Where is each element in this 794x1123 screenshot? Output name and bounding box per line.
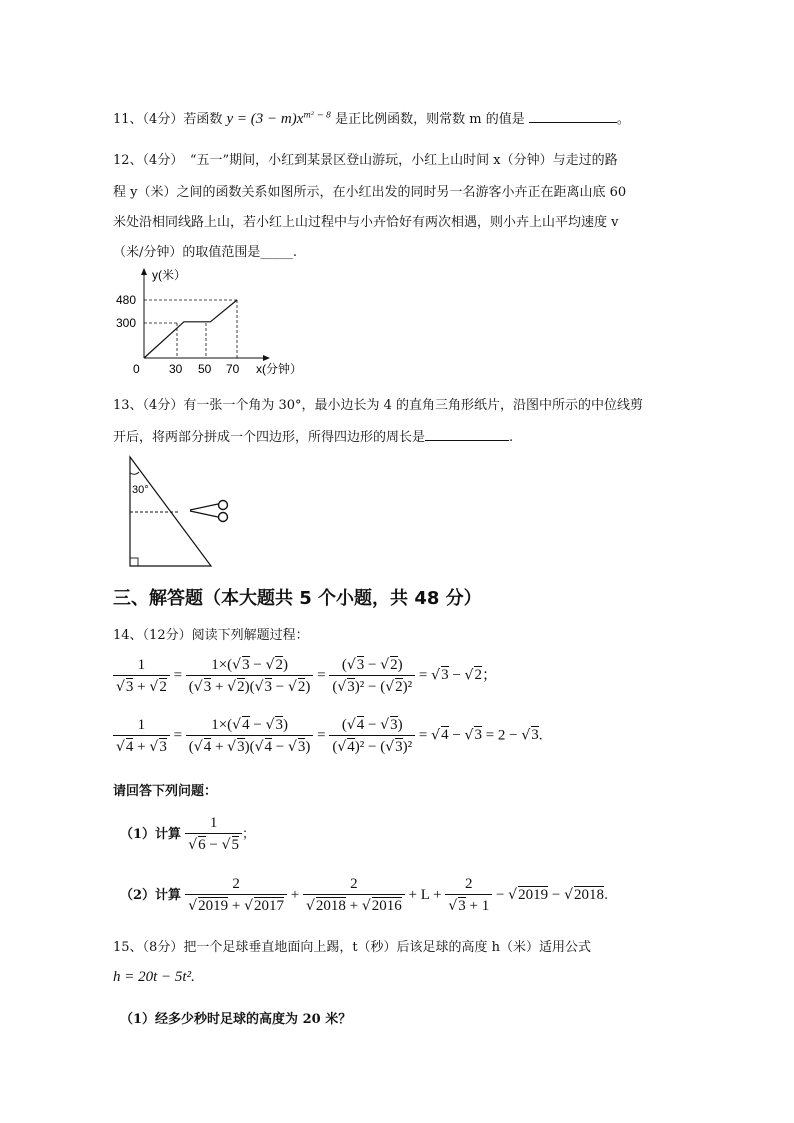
x-axis-label: x(分钟） [256, 362, 302, 376]
y-axis-label: y(米） [152, 268, 186, 282]
q13-answer-blank[interactable] [425, 428, 509, 441]
y-tick-480: 480 [116, 293, 137, 307]
x-tick-50: 50 [198, 362, 212, 376]
q14-example-2: $\frac{1}{√4 + √3}$ = $\frac{1\times(√4 - √3)}{(√4 + √3)(√4 - √3)}$ = $\frac{(√4 - √3)}{\text{(√4)² − (√3)²}}$ = √4 − √3 = 2 − √3. [113, 716, 543, 756]
q13-triangle-figure [120, 455, 245, 570]
distance-time-line [144, 300, 237, 358]
q12-line4: （米/分钟）的取值范围是_____. [113, 245, 298, 260]
q14-part1 [120, 815, 255, 854]
right-angle-mark [130, 558, 138, 566]
x-tick-30: 30 [169, 362, 183, 376]
q14-example-1: $\frac{1}{√3 + √2}$ = $\frac{1\times(√3 - √2)}{(√3 + √2)(√3 - √2)}$ = $\frac{(√3 - √2)}{\text{(√3)² − (√2)²}}$ = √3 − √2； [113, 656, 497, 696]
q12-line2: 程 y（米）之间的函数关系如图所示，在小红出发的同时另一名游客小卉正在距离山底 60 [113, 185, 627, 200]
q14-intro: 14、（12分）阅读下列解题过程： [113, 628, 309, 643]
angle-label: 30° [132, 484, 149, 496]
x-tick-0: 0 [133, 362, 140, 376]
q11-end: 。 [616, 112, 630, 127]
q13-end: . [509, 430, 514, 445]
q13-line2-wrap [113, 426, 513, 445]
q12-line3: 米处沿相同线路上山，若小红上山过程中与小卉恰好有两次相遇，则小卉上山平均速度 v [113, 215, 619, 230]
q14-part1-end: ； [242, 827, 256, 842]
q14-prompt: 请回答下列问题： [113, 784, 218, 799]
q11-exponent: m² − 8 [303, 110, 332, 120]
q14-part2-label: （2）计算 [120, 887, 182, 903]
angle-arc [130, 472, 139, 474]
y-tick-300: 300 [116, 316, 137, 330]
right-triangle [130, 457, 211, 566]
y-axis-arrow [141, 268, 147, 275]
scissors-icon [190, 501, 228, 522]
q11-number: 11、（4分）若函数 [113, 112, 223, 127]
q14-part2-expression: $\frac{2}{√2019 + √2017}$ + $\frac{2}{√2018 + √2016}$ + L + $\frac{2}{√3 + 1}$ − √2019 − √2018 [185, 887, 604, 903]
q14-part2-end: . [603, 887, 609, 903]
q14-part2 [120, 876, 608, 915]
q15-line1: 15、（8分）把一个足球垂直地面向上踢，t（秒）后该足球的高度 h（米）适用公式 [113, 940, 592, 955]
q13-line1: 13、（4分）有一张一个角为 30°，最小边长为 4 的直角三角形纸片，沿图中所示的中位线剪 [113, 398, 644, 413]
q11-text: 是正比例函数，则常数 m 的值是 [335, 112, 525, 127]
question-11 [113, 108, 630, 128]
q11-formula: y = (3 − m)x [226, 111, 304, 127]
q11-answer-blank[interactable] [529, 110, 617, 123]
q12-graph [110, 262, 320, 380]
q15-formula: h = 20t − 5t². [113, 969, 195, 985]
q14-part1-label: （1）计算 [120, 827, 182, 842]
q13-line2: 开后，将两部分拼成一个四边形，所得四边形的周长是 [113, 430, 426, 445]
q12-line1: 12、（4分） “五一”期间，小红到某景区登山游玩，小红上山时间 x（分钟）与走过的路 [113, 153, 618, 168]
q15-part1: （1）经多少秒时足球的高度为 20 米？ [120, 1012, 352, 1027]
q14-part1-expression: $\frac{1}{√6 - √5}$ [185, 815, 242, 854]
x-axis-arrow [263, 355, 270, 361]
x-tick-70: 70 [226, 362, 240, 376]
section-3-title: 三、解答题（本大题共 5 个小题，共 48 分） [113, 588, 482, 609]
